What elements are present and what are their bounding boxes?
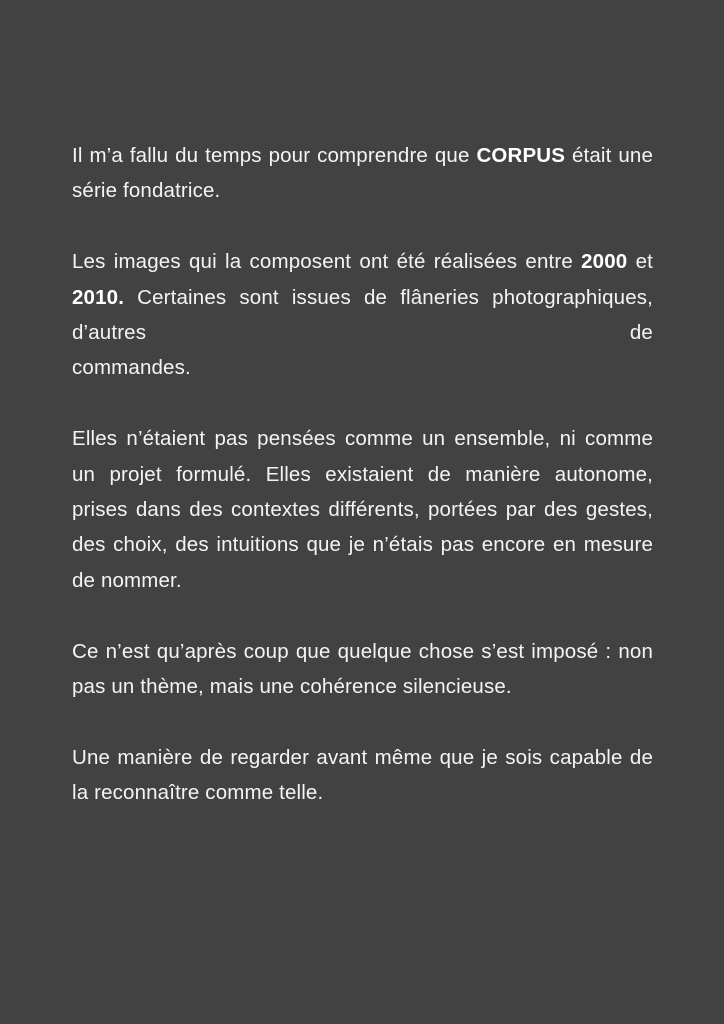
paragraph-1-text: Il m’a fallu du temps pour comprendre que	[72, 144, 477, 167]
paragraph-1-text-end: était une série fondatrice.	[72, 144, 653, 203]
text-block	[72, 138, 653, 846]
paragraph-2	[72, 244, 653, 350]
paragraph-1	[72, 138, 653, 209]
corpus-title: CORPUS	[476, 144, 566, 167]
paragraph-3-text: Elles n’étaient pas pensées comme un ensemble, ni comme un projet formulé. Elles existaient de manière autonome, prises dans des contextes différents, portées par des gestes, des choix, des intuitions que je n’étais pas encore en mesure de nommer.	[72, 427, 653, 592]
paragraph-4	[72, 634, 653, 705]
paragraph-2-last-line	[72, 350, 653, 385]
paragraph-2-connector: et	[627, 250, 653, 274]
paragraph-2-text-end: Certaines sont issues de flâneries photographiques, d’autres de	[72, 285, 653, 345]
paragraph-4-text: Ce n’est qu’après coup que quelque chose s’est imposé : non pas un thème, mais une cohérence silencieuse.	[72, 639, 653, 699]
paragraph-2-last-word: commandes.	[72, 356, 191, 380]
paragraph-5-text: Une manière de regarder avant même que je sois capable de la reconnaître comme telle.	[72, 745, 653, 805]
paragraph-2-text: Les images qui la composent ont été réalisées entre	[72, 250, 582, 274]
end-year: 2010.	[72, 285, 125, 309]
paragraph-5	[72, 740, 653, 811]
start-year: 2000	[581, 250, 628, 274]
paragraph-3	[72, 421, 653, 598]
